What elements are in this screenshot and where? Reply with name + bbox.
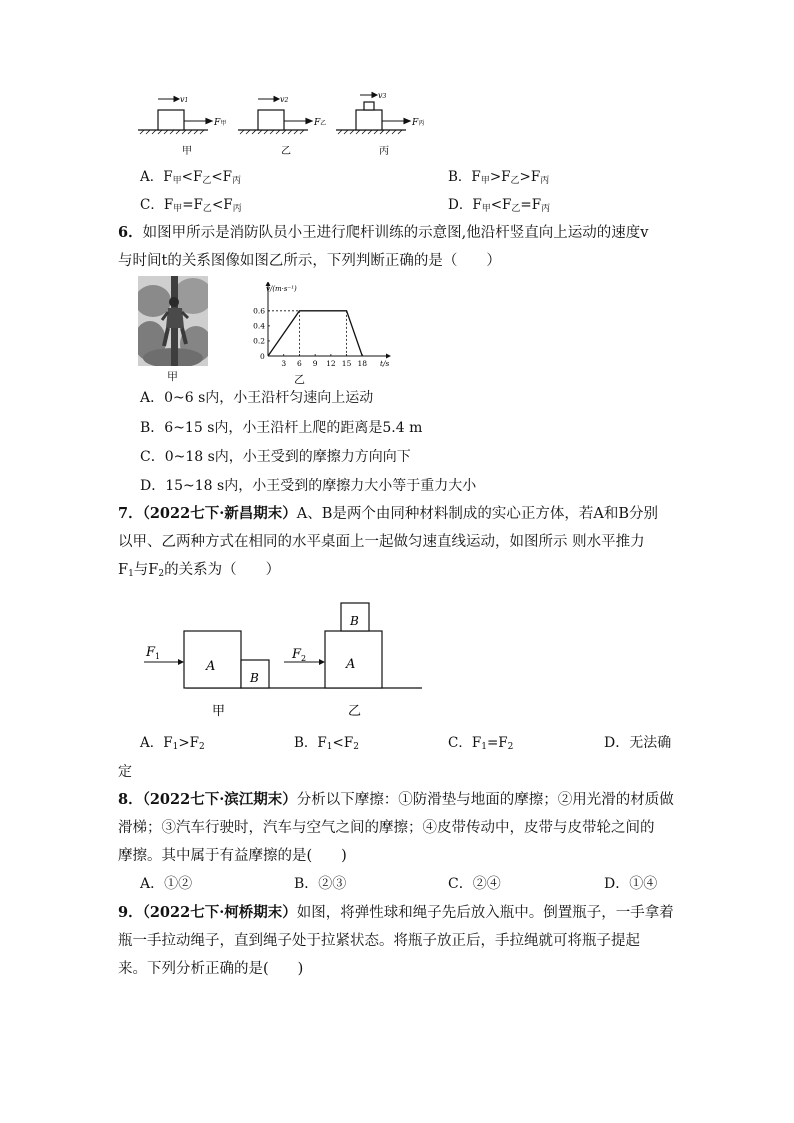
q6-option-b[interactable]: B．6~15 s内，小王沿杆上爬的距离是5.4 m: [140, 420, 423, 436]
velocity-arrows: [158, 93, 377, 102]
x-tick-label-3: 3: [281, 359, 287, 368]
q7-text-line2: 以甲、乙两种方式在相同的水平桌面上一起做匀速直线运动，如图所示 则水平推力: [118, 534, 645, 550]
q7-number: 7．: [118, 505, 143, 522]
q6-chart-caption: 乙: [294, 373, 305, 386]
caption-jia: 甲: [182, 146, 192, 157]
q6-vt-chart: [246, 282, 396, 374]
y-axis-label: v/(m·s⁻¹): [266, 285, 297, 293]
q6-text-line1: 如图甲所示是消防队员小王进行爬杆训练的示意图,他沿杆竖直向上运动的速度v: [142, 225, 649, 241]
q8-option-d[interactable]: D．①④: [604, 876, 658, 892]
y-tick-label-0.2: 0.2: [253, 336, 265, 346]
q7-caption-jia: 甲: [212, 704, 226, 719]
q5-option-c[interactable]: C．$F_甲=F_乙<F_丙$: [140, 197, 242, 214]
y-tick-label-0.4: 0.4: [253, 321, 265, 331]
q8-text-line1: 分析以下摩擦：①防滑垫与地面的摩擦；②用光滑的材质做: [296, 792, 674, 808]
q6-photo-caption: 甲: [167, 370, 178, 383]
x-tick-label-15: 15: [341, 359, 352, 368]
caption-yi: 乙: [281, 146, 291, 157]
q9-text-line3: 来。下列分析正确的是( ): [118, 961, 304, 977]
q6-option-d[interactable]: D．15~18 s内，小王受到的摩擦力大小等于重力大小: [140, 478, 477, 494]
q8-stem: [118, 786, 678, 870]
q7-source: （2022七下·新昌期末）: [142, 505, 297, 522]
q6-option-c[interactable]: C．0~18 s内，小王受到的摩擦力方向向下: [140, 449, 411, 465]
q8-number: 8．: [118, 791, 143, 808]
q6-number: 6．: [118, 224, 143, 241]
ground-hatching: [140, 130, 402, 134]
x-axis-label: t/s: [380, 359, 390, 368]
block-bing: [356, 110, 382, 130]
block-a-left-label: A: [206, 659, 216, 674]
v3-label: v3: [378, 91, 387, 100]
q9-text-line1: 如图，将弹性球和绳子先后放入瓶中。倒置瓶子，一手拿着: [296, 905, 674, 921]
q6-stem: [118, 219, 678, 275]
q8-text-line3: 摩擦。其中属于有益摩擦的是( ): [118, 848, 347, 864]
v1-label: v1: [180, 95, 189, 104]
v2-label: v2: [280, 95, 289, 104]
f2-label: $F_2$: [292, 647, 307, 663]
x-tick-label-6: 6: [297, 359, 302, 368]
q7-option-b[interactable]: B．$F_1<F_2$: [294, 735, 359, 752]
block-jia: [158, 110, 184, 130]
caption-bing: 丙: [379, 146, 389, 157]
q9-number: 9．: [118, 904, 143, 921]
f-yi-label: F乙: [314, 118, 327, 128]
f-bing-label: F丙: [412, 118, 425, 128]
x-tick-label-18: 18: [357, 359, 368, 368]
f-jia-label: F甲: [214, 118, 227, 128]
block-b-left-label: B: [250, 671, 259, 685]
x-axis-arrow: [386, 354, 391, 359]
q7-stem: [118, 500, 678, 588]
q8-option-b[interactable]: B．②③: [294, 876, 347, 892]
q9-source: （2022七下·柯桥期末）: [142, 904, 297, 921]
q7-caption-yi: 乙: [348, 704, 362, 719]
q7-option-c[interactable]: C．$F_1=F_2$: [448, 735, 514, 752]
q5-option-a[interactable]: A．$F_甲<F_乙<F_丙$: [140, 169, 242, 186]
q5-figure: [130, 90, 440, 162]
x-tick-label-9: 9: [312, 359, 318, 368]
f1-label: $F_1$: [146, 645, 161, 661]
q8-text-line2: 滑梯；③汽车行驶时，汽车与空气之间的摩擦；④皮带传动中，皮带与皮带轮之间的: [118, 820, 655, 836]
q6-text-line2: 与时间t的关系图像如图乙所示，下列判断正确的是（ ）: [118, 253, 501, 269]
q7-option-a[interactable]: A．$F_1>F_2$: [140, 735, 205, 752]
q7-option-d-cont: 定: [118, 764, 132, 780]
q8-option-c[interactable]: C．②④: [448, 876, 501, 892]
q9-text-line2: 瓶一手拉动绳子，直到绳子处于拉紧状态。将瓶子放正后，手拉绳就可将瓶子提起: [118, 933, 640, 949]
origin-label: 0: [260, 352, 265, 361]
q6-option-a[interactable]: A．0~6 s内，小王沿杆匀速向上运动: [140, 390, 374, 406]
q7-text-line1: A、B是两个由同种材料制成的实心正方体，若A和B分别: [296, 506, 659, 522]
block-yi: [258, 110, 284, 130]
q7-option-d[interactable]: D．无法确: [604, 735, 672, 751]
q5-option-d[interactable]: D．$F_甲<F_乙=F_丙$: [448, 197, 551, 214]
velocity-series-line: [268, 311, 362, 356]
q9-stem: [118, 899, 678, 983]
block-bing-top: [364, 102, 374, 110]
block-a-right-label: A: [346, 657, 356, 672]
block-b-right-label: B: [350, 614, 359, 628]
x-tick-label-12: 12: [326, 359, 336, 368]
y-tick-label-0.6: 0.6: [253, 306, 265, 316]
q5-option-b[interactable]: B．$F_甲>F_乙>F_丙$: [448, 169, 550, 186]
q7-figure: [140, 600, 430, 722]
q8-source: （2022七下·滨江期末）: [142, 791, 297, 808]
q7-text-line3: $F_1$与$F_2$的关系为（ ）: [118, 562, 281, 579]
q6-photo: [138, 276, 208, 366]
q8-option-a[interactable]: A．①②: [140, 876, 193, 892]
